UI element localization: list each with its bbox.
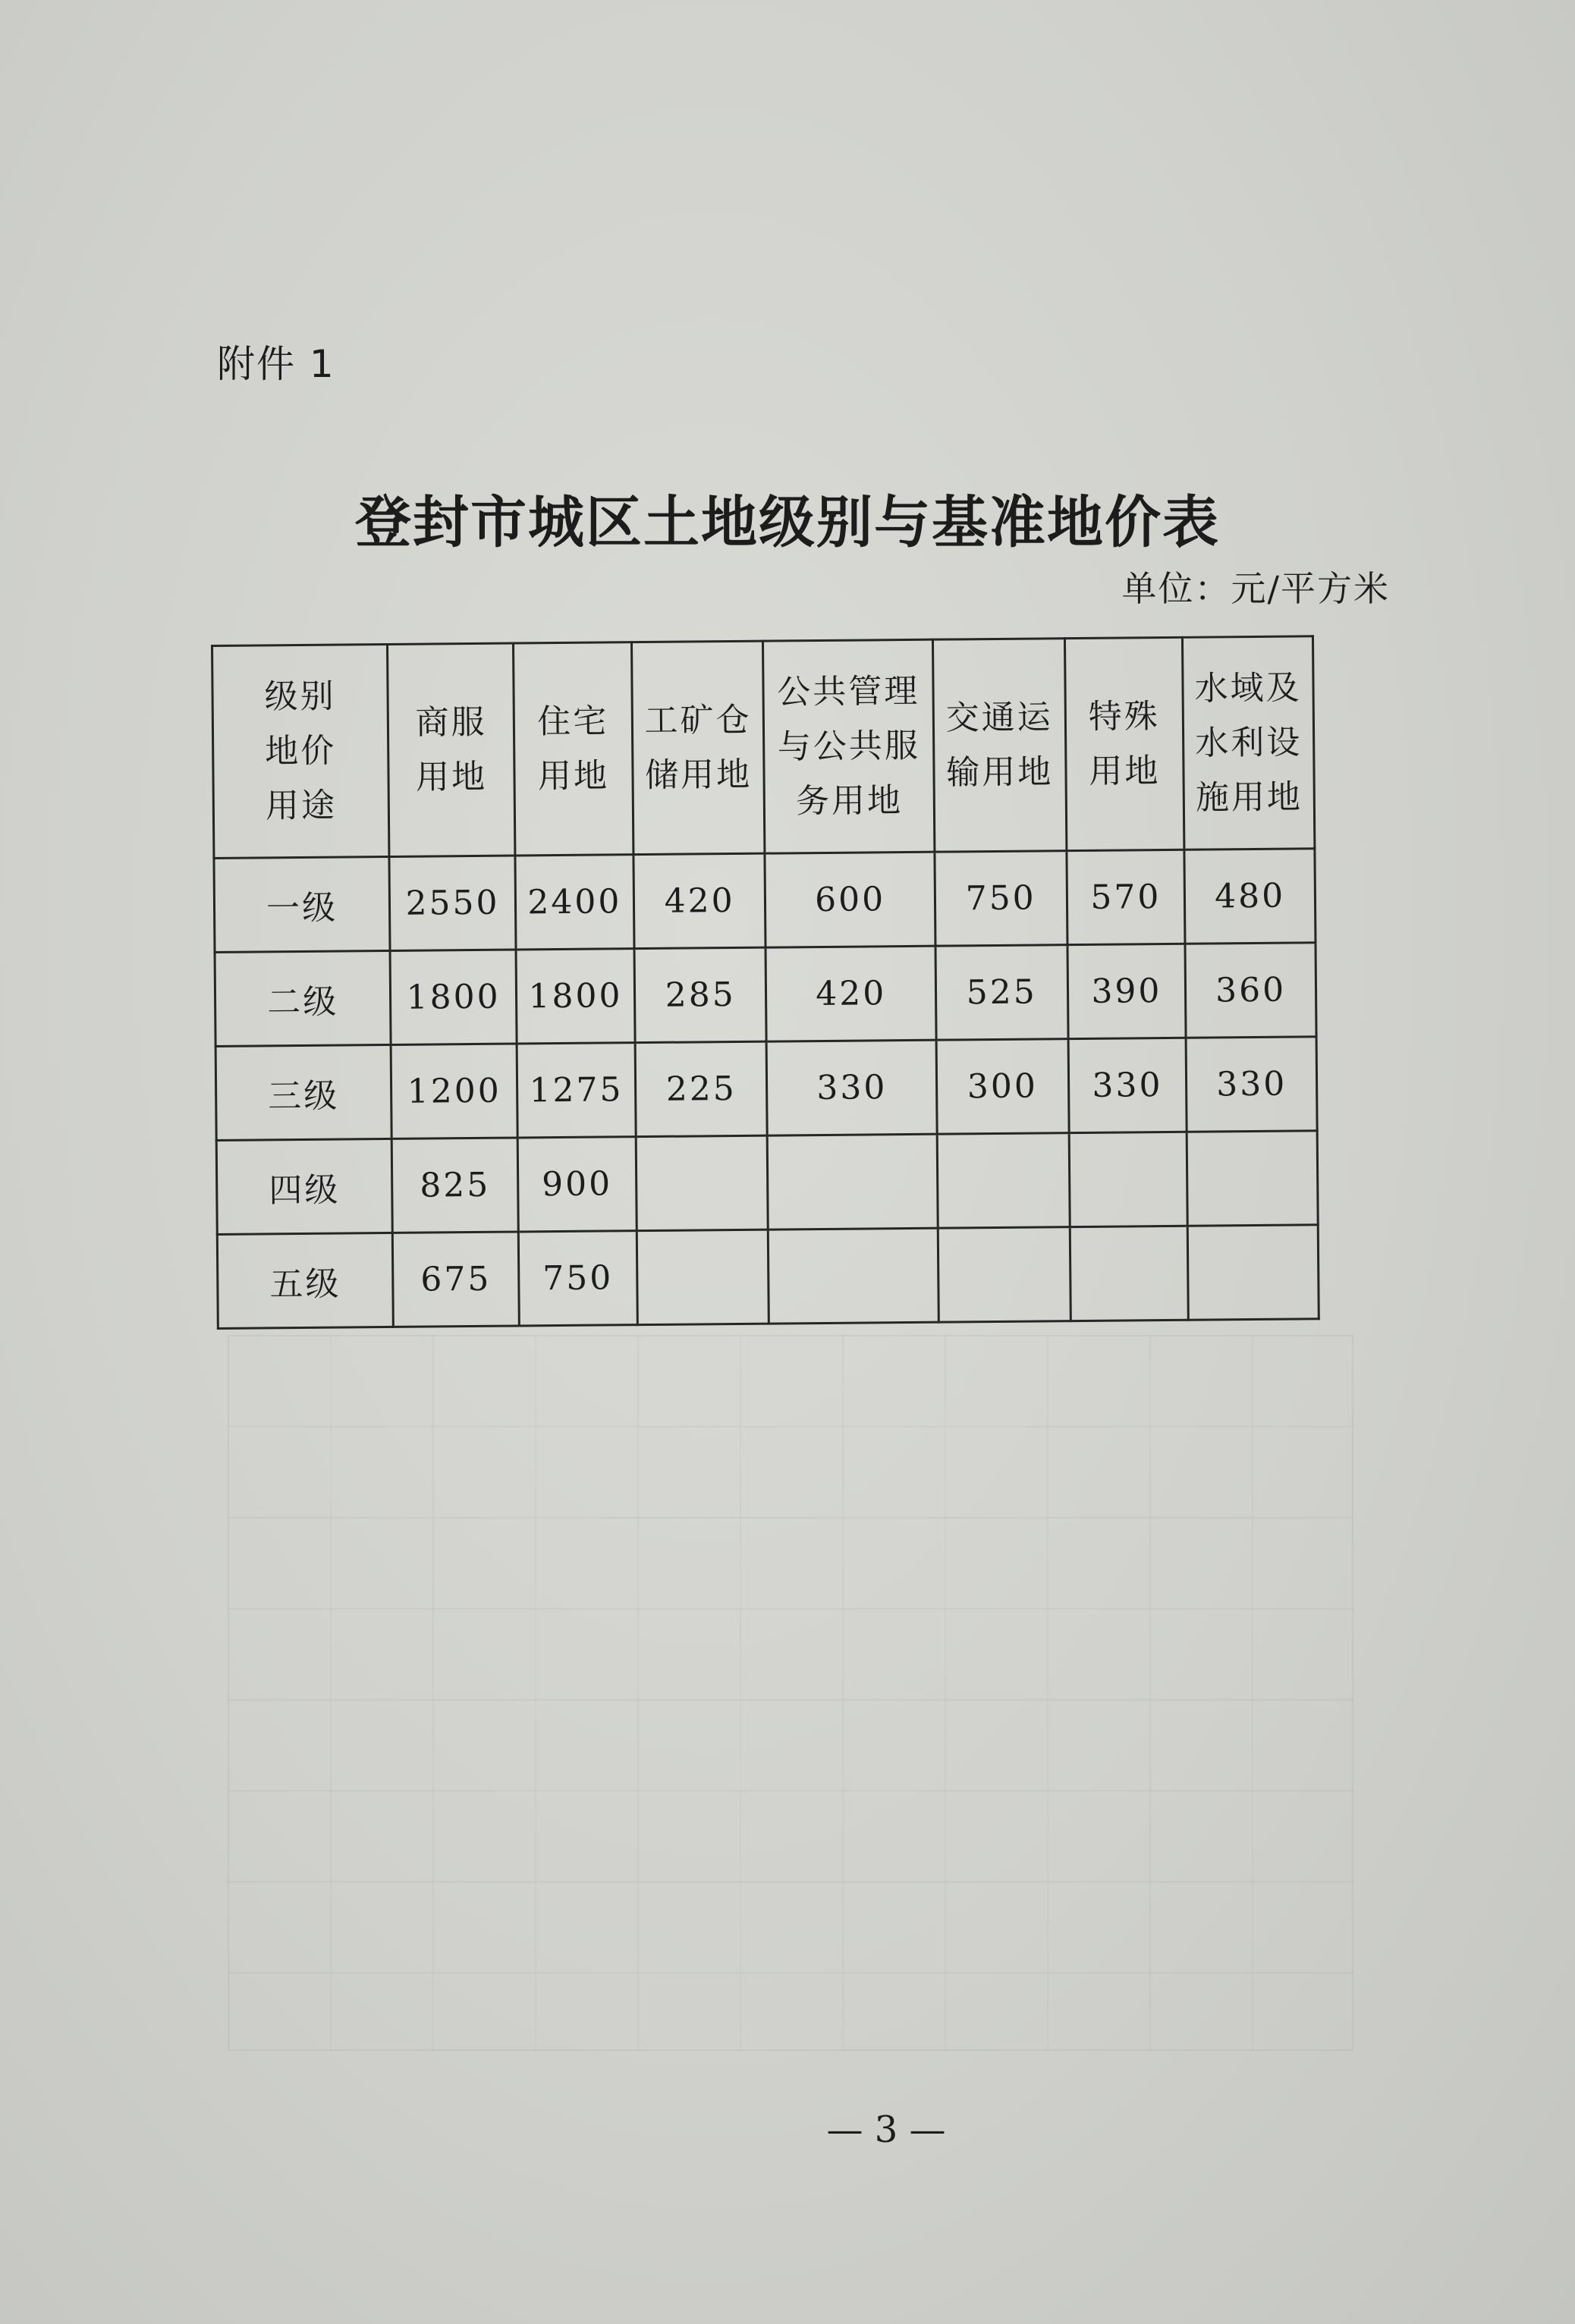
price-cell: 360 [1185, 943, 1316, 1038]
price-cell: 300 [936, 1039, 1069, 1135]
price-cell [938, 1227, 1070, 1323]
price-cell: 2550 [389, 856, 516, 950]
price-cell: 480 [1184, 849, 1316, 944]
grade-cell: 四级 [216, 1138, 392, 1234]
table-row [214, 849, 1316, 953]
grade-cell: 一级 [214, 856, 390, 952]
price-cell: 1800 [516, 949, 635, 1044]
grade-cell: 五级 [217, 1233, 393, 1328]
price-cell [1069, 1132, 1188, 1226]
price-cell: 570 [1066, 850, 1185, 944]
header-row [212, 636, 1315, 859]
page-number: — 3 — [826, 2109, 946, 2151]
grade-cell: 三级 [215, 1044, 391, 1140]
price-cell: 1275 [517, 1043, 636, 1138]
price-cell: 675 [392, 1232, 519, 1327]
page-title: 登封市城区土地级别与基准地价表 [355, 490, 1220, 555]
unit-label: 单位：元/平方米 [1121, 568, 1390, 609]
column-header-special: 特殊 用地 [1064, 637, 1184, 850]
column-header-industrial: 工矿仓 储用地 [631, 641, 765, 855]
price-cell: 2400 [515, 855, 634, 950]
price-cell: 390 [1067, 944, 1187, 1038]
column-header-water: 水域及 水利设 施用地 [1183, 636, 1315, 850]
price-cell: 330 [767, 1040, 937, 1135]
corner-header: 级别 地价 用途 [212, 644, 390, 858]
price-cell [637, 1230, 769, 1325]
price-cell [636, 1135, 769, 1231]
column-header-transport: 交通运 输用地 [932, 639, 1066, 853]
price-cell: 225 [635, 1041, 768, 1137]
price-cell [768, 1134, 938, 1230]
land-price-table [211, 635, 1320, 1330]
table-row [215, 943, 1316, 1047]
price-cell: 900 [517, 1137, 637, 1232]
price-cell [1188, 1225, 1319, 1320]
attachment-label: 附件 1 [217, 342, 335, 386]
column-header-commercial: 商服 用地 [388, 643, 515, 856]
table-row [215, 1037, 1317, 1141]
price-cell [937, 1133, 1070, 1229]
price-cell: 285 [634, 947, 767, 1043]
price-cell: 1800 [390, 950, 517, 1044]
price-cell: 600 [765, 852, 935, 947]
price-cell: 330 [1068, 1038, 1187, 1132]
price-cell [1187, 1131, 1318, 1226]
price-cell: 525 [935, 945, 1068, 1041]
column-header-residential: 住宅 用地 [513, 642, 633, 856]
price-cell: 825 [391, 1138, 518, 1233]
price-cell: 330 [1186, 1037, 1317, 1132]
grade-cell: 二级 [215, 950, 391, 1046]
price-cell: 750 [518, 1231, 637, 1326]
price-cell: 420 [765, 946, 935, 1041]
price-cell: 420 [633, 853, 766, 949]
bleed-through-table [228, 1335, 1353, 2051]
table-row [216, 1131, 1318, 1235]
price-cell: 750 [935, 851, 1067, 947]
column-header-public-service: 公共管理 与公共服 务用地 [763, 639, 935, 853]
price-cell [1070, 1226, 1189, 1321]
price-cell [769, 1228, 938, 1324]
table-row [217, 1225, 1319, 1329]
price-cell: 1200 [391, 1044, 517, 1138]
